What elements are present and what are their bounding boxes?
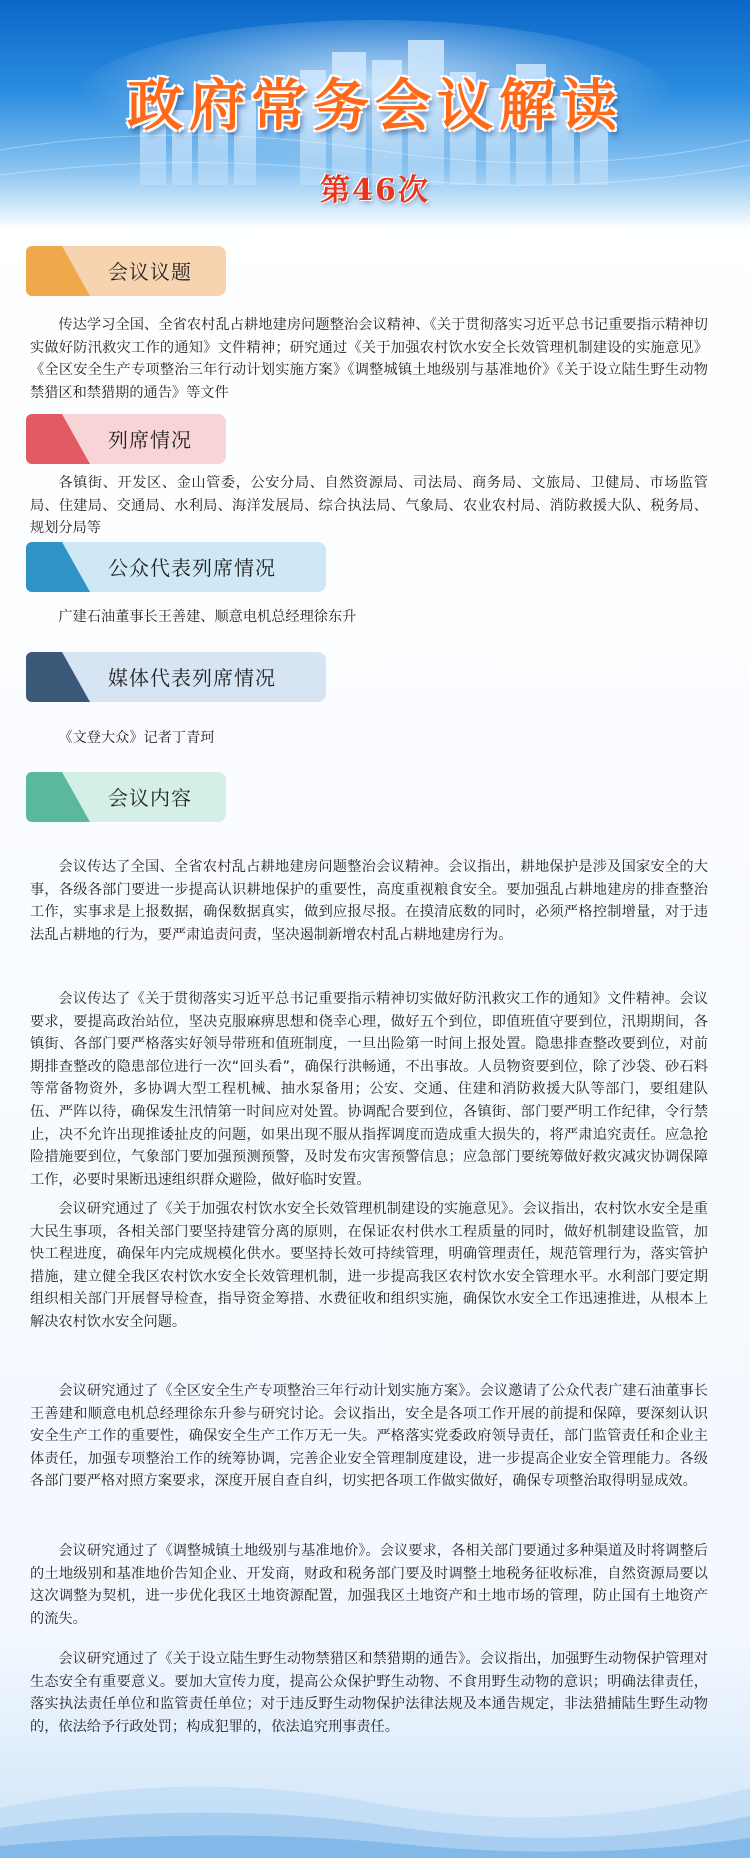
section-title: 列席情况 xyxy=(108,428,192,452)
public-reps-text: 广建石油董事长王善建、顺意电机总经理徐东升 xyxy=(58,609,357,625)
content-paragraph-1: 会议传达了全国、全省农村乱占耕地建房问题整治会议精神。会议指出，耕地保护是涉及国家安全的大事，各级各部门要进一步提高认识耕地保护的重要性，高度重视粮食安全。要加强乱占耕地建房的排查整治工作，实事求是上报数据，确保数据真实，做到应报尽报。在摸清底数的同时，必须严格控制增量，对于违法乱占耕地的行为，要严肃追责问责，坚决遏制新增农村乱占耕地建房行为。 xyxy=(30,859,708,943)
media-reps-text: 《文登大众》记者丁青珂 xyxy=(58,730,215,746)
section-title: 媒体代表列席情况 xyxy=(108,666,276,690)
issue-number: 第46次 xyxy=(320,173,430,208)
content-paragraph-5: 会议研究通过了《调整城镇土地级别与基准地价》。会议要求，各相关部门要通过多种渠道及时将调整后的土地级别和基准地价告知企业、开发商，财政和税务部门要及时调整土地税务征收标准，自然资源局要以这次调整为契机，进一步优化我区土地资源配置，加强我区土地资产和土地市场的管理，防止国有土地资产的流失。 xyxy=(30,1543,708,1627)
content-paragraph-3: 会议研究通过了《关于加强农村饮水安全长效管理机制建设的实施意见》。会议指出，农村饮水安全是重大民生事项，各相关部门要坚持建管分离的原则，在保证农村供水工程质量的同时，做好机制建设监管，加快工程进度，确保年内完成规模化供水。要坚持长效可持续管理，明确管理责任，规范管理行为，落实管护措施，建立健全我区农村饮水安全长效管理机制，进一步提高我区农村饮水安全管理水平。水利部门要定期组织相关部门开展督导检查，指导资金筹措、水费征收和组织实施，确保饮水安全工作迅速推进，从根本上解决农村饮水安全问题。 xyxy=(30,1201,708,1330)
attendance-text: 各镇街、开发区、金山管委，公安分局、自然资源局、司法局、商务局、文旅局、卫健局、市场监管局、住建局、交通局、水利局、海洋发展局、综合执法局、气象局、农业农村局、消防救援大队、税务局、规划分局等 xyxy=(30,475,708,537)
section-header-media-reps xyxy=(26,652,326,702)
header-banner xyxy=(0,0,750,230)
section-header-agenda xyxy=(26,246,226,296)
section-header-content xyxy=(26,772,226,822)
content-paragraph-2: 会议传达了《关于贯彻落实习近平总书记重要指示精神切实做好防汛救灾工作的通知》文件精神。会议要求，要提高政治站位，坚决克服麻痹思想和侥幸心理，做好五个到位，即值班值守要到位，汛期期间，各镇街、各部门要严格落实好领导带班和值班制度，一旦出险第一时间上报处置。隐患排查整改要到位，对前期排查整改的隐患部位进行一次“回头看”，确保行洪畅通，不出事故。人员物资要到位，除了沙袋、砂石料等常备物资外，多协调大型工程机械、抽水泵备用；公安、交通、住建和消防救援大队等部门，要组建队伍、严阵以待，确保发生汛情第一时间应对处置。协调配合要到位，各镇街、部门要严明工作纪律，令行禁止，决不允许出现推诿扯皮的问题，如果出现不服从指挥调度而造成重大损失的，将严肃追究责任。应急抢险措施要到位，气象部门要加强预测预警，及时发布灾害预警信息；应急部门要统筹做好救灾减灾协调保障工作，必要时果断迅速组织群众避险，做好临时安置。 xyxy=(30,991,708,1188)
section-title: 会议内容 xyxy=(108,786,192,810)
section-title: 会议议题 xyxy=(108,260,192,284)
page-title: 政府常务会议解读 xyxy=(127,73,623,139)
content-paragraph-4: 会议研究通过了《全区安全生产专项整治三年行动计划实施方案》。会议邀请了公众代表广建石油董事长王善建和顺意电机总经理徐东升参与研究讨论。会议指出，安全是各项工作开展的前提和保障，要深刻认识安全生产工作的重要性，确保安全生产工作万无一失。严格落实党委政府领导责任，部门监管责任和企业主体责任，加强专项整治工作的统筹协调，完善企业安全管理制度建设，进一步提高企业安全管理能力。各级各部门要严格对照方案要求，深度开展自查自纠，切实把各项工作做实做好，确保专项整治取得明显成效。 xyxy=(30,1383,708,1490)
bottom-wave-decoration xyxy=(0,1738,750,1858)
content-paragraph-6: 会议研究通过了《关于设立陆生野生动物禁猎区和禁猎期的通告》。会议指出，加强野生动物保护管理对生态安全有重要意义。要加大宣传力度，提高公众保护野生动物、不食用野生动物的意识；明确法律责任，落实执法责任单位和监管责任单位；对于违反野生动物保护法律法规及本通告规定，非法猎捕陆生野生动物的，依法给予行政处罚；构成犯罪的，依法追究刑事责任。 xyxy=(30,1651,708,1735)
agenda-text: 传达学习全国、全省农村乱占耕地建房问题整治会议精神、《关于贯彻落实习近平总书记重要指示精神切实做好防汛救灾工作的通知》文件精神；研究通过《关于加强农村饮水安全长效管理机制建设的实施意见》《全区安全生产专项整治三年行动计划实施方案》《调整城镇土地级别与基准地价》《关于设立陆生野生动物禁猎区和禁猎期的通告》等文件 xyxy=(30,317,708,401)
section-header-attendance xyxy=(26,414,226,464)
section-title: 公众代表列席情况 xyxy=(108,556,276,580)
section-header-public-reps xyxy=(26,542,326,592)
